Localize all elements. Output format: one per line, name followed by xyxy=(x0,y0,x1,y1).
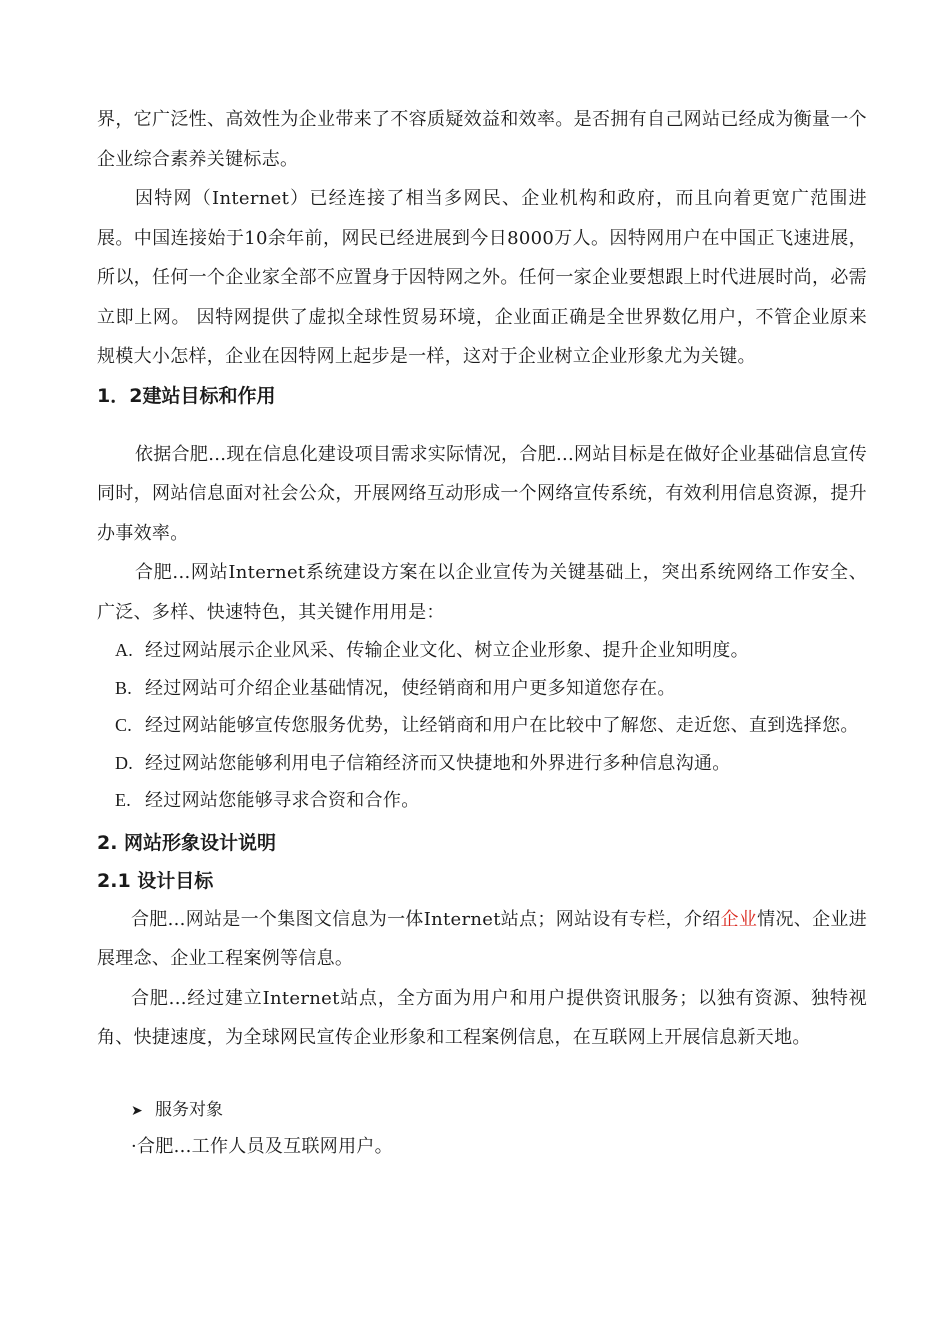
section-1-2-paragraph-2: 合肥...网站Internet系统建设方案在以企业宣传为关键基础上，突出系统网络工作安全、广泛、多样、快速特色，其关键作用用是： xyxy=(97,562,867,623)
intro-paragraph-2: 因特网（Internet）已经连接了相当多网民、企业机构和政府，而且向着更宽广范围进展。中国连接始于10余年前，网民已经进展到今日8000万人。因特网用户在中国正飞速进展，所以，任何一个企业家全部不应置身于因特网之外。任何一家企业要想跟上时代进展时尚，必需立即上网。 因特网提供了虚拟全球性贸易环境，企业面正确是全世界数亿用户，不管企业原来规模大小怎样，企业在因特网上起步是一样，这对于企业树立企业形象尤为关键。 xyxy=(97,188,867,367)
list-marker: E. xyxy=(115,790,132,810)
service-heading xyxy=(97,1093,867,1128)
paragraph-text: 合肥...网站是一个集图文信息为一体Internet站点；网站设有专栏，介绍 xyxy=(131,908,721,930)
service-item: ·合肥...工作人员及互联网用户。 xyxy=(131,1135,393,1157)
list-item xyxy=(97,745,867,783)
section-1-2-paragraph-1: 依据合肥...现在信息化建设项目需求实际情况，合肥...网站目标是在做好企业基础信息宣传同时，网站信息面对社会公众，开展网络互动形成一个网络宣传系统，有效利用信息资源，提升办事效率。 xyxy=(97,443,867,544)
intro-paragraph-1: 界，它广泛性、高效性为企业带来了不容质疑效益和效率。是否拥有自己网站已经成为衡量一个企业综合素养关键标志。 xyxy=(97,109,867,170)
list-item-text: 经过网站您能够寻求合资和合作。 xyxy=(145,790,420,811)
arrow-right-icon: ➤ xyxy=(131,1102,143,1119)
section-2-heading: 2. 网站形象设计说明 xyxy=(97,831,277,854)
list-marker: C. xyxy=(115,715,133,735)
list-item xyxy=(97,707,867,745)
highlighted-word: 企业 xyxy=(720,908,758,930)
list-item-text: 经过网站展示企业风采、传输企业文化、树立企业形象、提升企业知明度。 xyxy=(145,640,749,661)
document-page xyxy=(97,100,867,1166)
list-marker: B. xyxy=(115,677,133,698)
section-2-1-paragraph-2: 合肥...经过建立Internet站点，全方面为用户和用户提供资讯服务；以独有资源、独特视角、快捷速度，为全球网民宣传企业形象和工程案例信息，在互联网上开展信息新天地。 xyxy=(97,987,867,1048)
list-item xyxy=(97,670,867,708)
list-item-text: 经过网站您能够利用电子信箱经济而又快捷地和外界进行多种信息沟通。 xyxy=(145,752,731,774)
list-item-text: 经过网站能够宣传您服务优势，让经销商和用户在比较中了解您、走近您、直到选择您。 xyxy=(145,715,859,736)
list-item-text: 经过网站可介绍企业基础情况，使经销商和用户更多知道您存在。 xyxy=(145,677,676,699)
service-heading-text: 服务对象 xyxy=(155,1099,223,1120)
purpose-list xyxy=(97,632,867,820)
section-2-1-paragraph-1 xyxy=(97,900,867,979)
list-item xyxy=(97,782,867,820)
section-1-2-heading: 1．2建站目标和作用 xyxy=(97,384,276,407)
list-marker: D. xyxy=(115,752,134,773)
paragraph-text: 情况、企业进展理念、企业工程案例等信息。 xyxy=(97,908,867,969)
list-marker: A. xyxy=(115,640,134,660)
list-item xyxy=(97,632,867,670)
section-2-1-heading: 2.1 设计目标 xyxy=(97,869,214,892)
